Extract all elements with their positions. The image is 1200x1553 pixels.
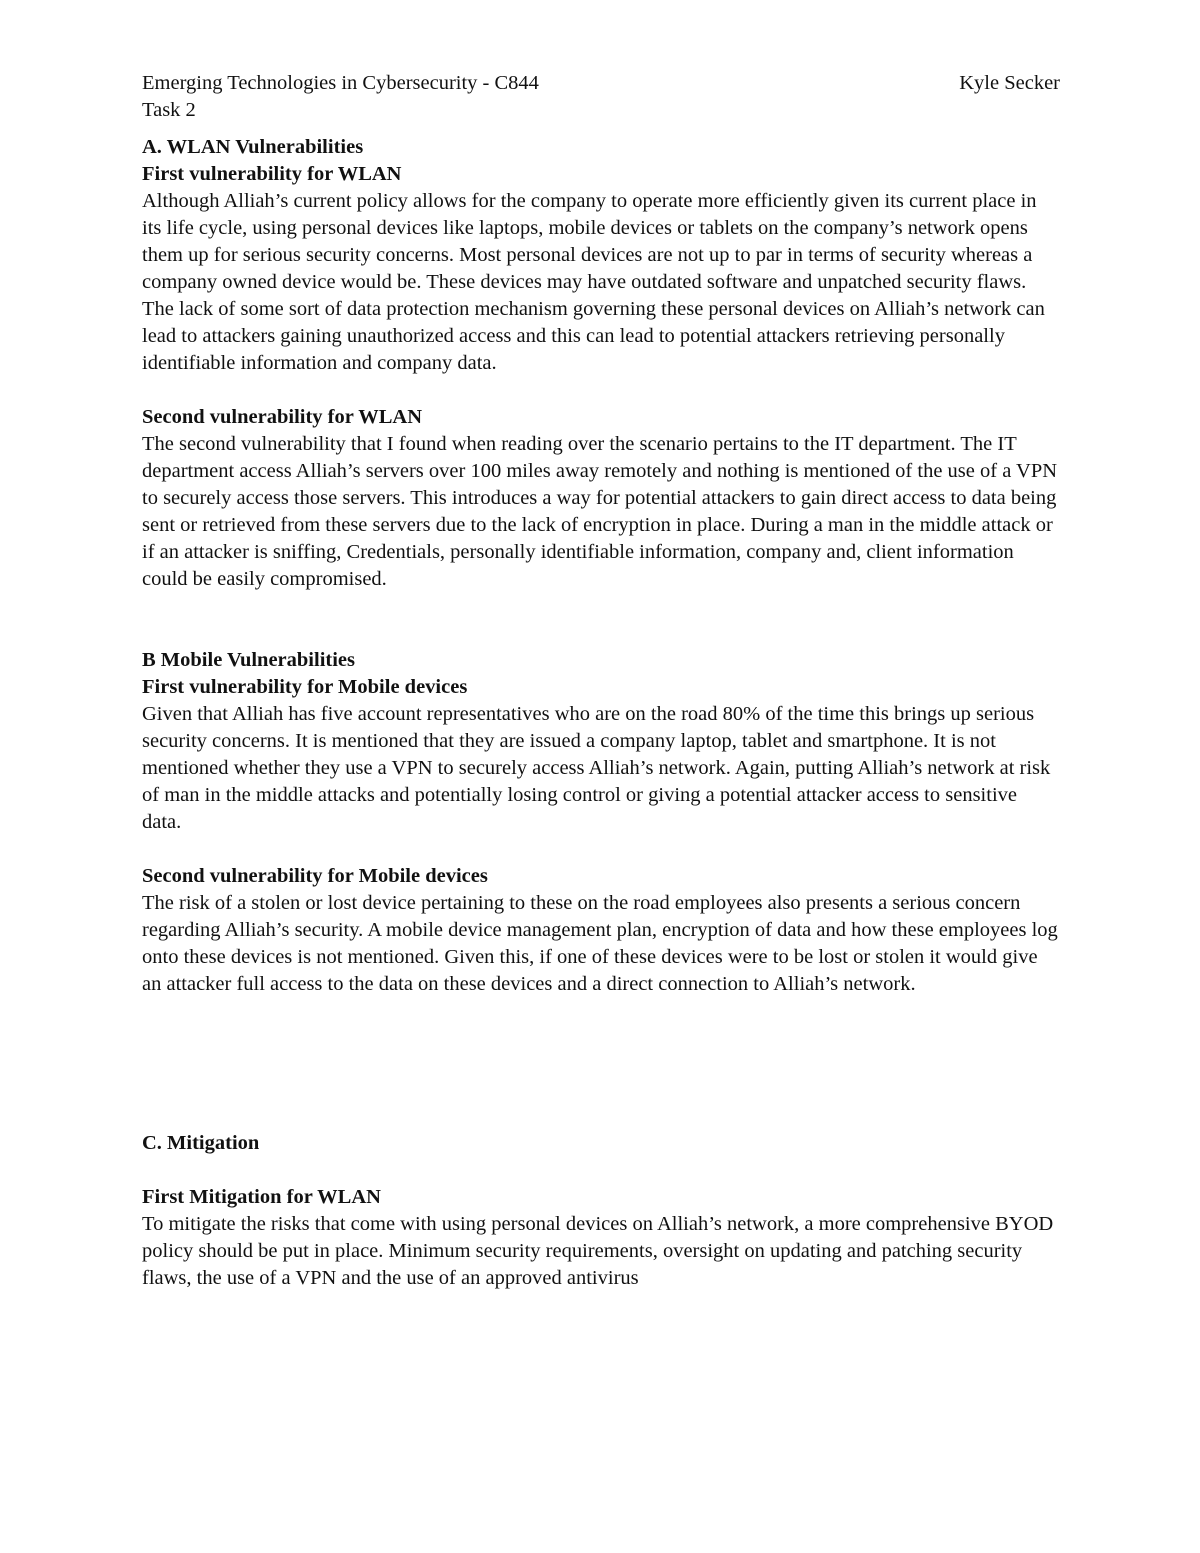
header-row bbox=[142, 70, 1060, 97]
spacer bbox=[142, 836, 1060, 863]
section-c-first-body: To mitigate the risks that come with using personal devices on Alliah’s network, a more comprehensive BYOD policy should be put in place. Minimum security requirements, oversight on updating and patching security flaws, the use of a VPN and the use of an approved antivirus bbox=[142, 1213, 1054, 1289]
section-b-second-body: The risk of a stolen or lost device pertaining to these on the road employees also presents a serious concern regarding Alliah’s security. A mobile device management plan, encryption of data and how these employees log onto these devices is not mentioned. Given this, if one of these devices were to be lost or stolen it would give an attacker full access to the data on these devices and a direct connection to Alliah’s network. bbox=[142, 892, 1058, 995]
author-name: Kyle Secker bbox=[959, 72, 1060, 94]
spacer bbox=[142, 593, 1060, 647]
section-c-first-heading: First Mitigation for WLAN bbox=[142, 1186, 381, 1208]
section-b-second-heading: Second vulnerability for Mobile devices bbox=[142, 865, 488, 887]
section-a-title: A. WLAN Vulnerabilities bbox=[142, 136, 364, 158]
course-title: Emerging Technologies in Cybersecurity - C844 bbox=[142, 72, 539, 94]
spacer bbox=[142, 124, 1060, 134]
document-page bbox=[142, 70, 1060, 1292]
task-label: Task 2 bbox=[142, 99, 196, 121]
section-b-title: B Mobile Vulnerabilities bbox=[142, 649, 355, 671]
spacer bbox=[142, 998, 1060, 1130]
spacer bbox=[142, 1157, 1060, 1184]
section-b-first-body: Given that Alliah has five account representatives who are on the road 80% of the time this brings up serious security concerns. It is mentioned that they are issued a company laptop, tablet and smartphone. It is not mentioned whether they use a VPN to securely access Alliah’s network. Again, putting Alliah’s network at risk of man in the middle attacks and potentially losing control or giving a potential attacker access to sensitive data. bbox=[142, 703, 1051, 833]
section-a-second-body: The second vulnerability that I found when reading over the scenario pertains to the IT department. The IT department access Alliah’s servers over 100 miles away remotely and nothing is mentioned of the use of a VPN to securely access those servers. This introduces a way for potential attackers to gain direct access to data being sent or retrieved from these servers due to the lack of encryption in place. During a man in the middle attack or if an attacker is sniffing, Credentials, personally identifiable information, company and, client information could be easily compromised. bbox=[142, 433, 1058, 590]
section-a-first-heading: First vulnerability for WLAN bbox=[142, 163, 402, 185]
section-c-title: C. Mitigation bbox=[142, 1132, 260, 1154]
spacer bbox=[142, 377, 1060, 404]
section-b-first-heading: First vulnerability for Mobile devices bbox=[142, 676, 468, 698]
section-a-second-heading: Second vulnerability for WLAN bbox=[142, 406, 423, 428]
section-a-first-body: Although Alliah’s current policy allows for the company to operate more efficiently given its current place in its life cycle, using personal devices like laptops, mobile devices or tablets on the company’s network opens them up for serious security concerns. Most personal devices are not up to par in terms of security whereas a company owned device would be. These devices may have outdated software and unpatched security flaws. The lack of some sort of data protection mechanism governing these personal devices on Alliah’s network can lead to attackers gaining unauthorized access and this can lead to potential attackers retrieving personally identifiable information and company data. bbox=[142, 190, 1045, 374]
